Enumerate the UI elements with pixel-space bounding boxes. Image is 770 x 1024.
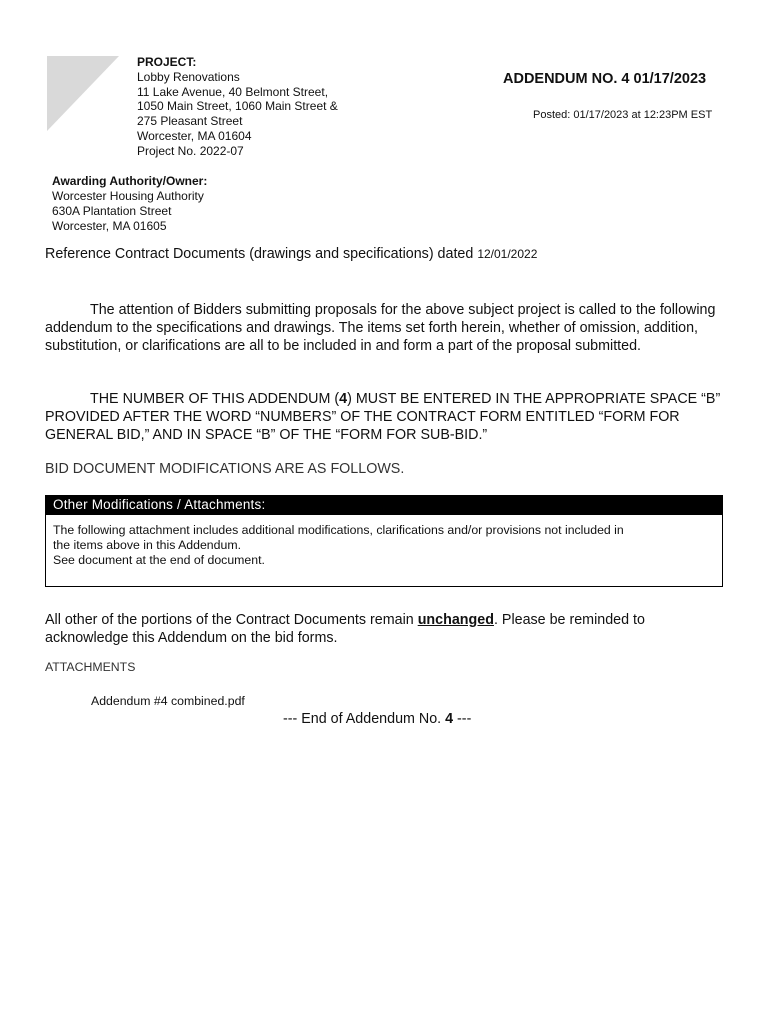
modifications-box-body <box>46 515 722 568</box>
remain-unchanged-paragraph <box>45 611 725 647</box>
attention-paragraph <box>45 301 725 355</box>
attention-text: The attention of Bidders submitting proposals for the above subject project is called to the following addendum to the specifications and drawings. The items set forth herein, whether of omission, addition, substitution, or clarifications are all to be included in and form a part of the proposal submitted. <box>45 302 716 354</box>
project-line: Lobby Renovations <box>137 69 240 84</box>
owner-line: 630A Plantation Street <box>52 204 172 218</box>
modifications-box-heading: Other Modifications / Attachments: <box>46 496 722 515</box>
project-line: 11 Lake Avenue, 40 Belmont Street, <box>137 84 329 99</box>
bid-modifications-heading: BID DOCUMENT MODIFICATIONS ARE AS FOLLOWS. <box>45 461 405 477</box>
owner-line: Worcester Housing Authority <box>52 189 204 203</box>
end-of-addendum <box>283 711 471 727</box>
end-text-end: --- <box>453 711 472 727</box>
unchanged-text-start: All other of the portions of the Contract Documents remain <box>45 612 418 628</box>
owner-label: Awarding Authority/Owner: <box>52 174 208 188</box>
project-label: PROJECT: <box>137 55 197 69</box>
reference-line <box>45 246 537 262</box>
modifications-line: See document at the end of document. <box>53 553 265 567</box>
posted-date: Posted: 01/17/2023 at 12:23PM EST <box>533 109 713 121</box>
project-line: Project No. 2022-07 <box>137 143 244 158</box>
attachment-file-link[interactable]: Addendum #4 combined.pdf <box>91 694 245 708</box>
corner-fold-graphic <box>47 56 119 131</box>
attachments-heading: ATTACHMENTS <box>45 660 136 674</box>
project-line: 275 Pleasant Street <box>137 114 243 129</box>
owner-line: Worcester, MA 01605 <box>52 219 167 233</box>
addendum-title: ADDENDUM NO. 4 01/17/2023 <box>503 71 707 87</box>
project-line: 1050 Main Street, 1060 Main Street & <box>137 99 338 114</box>
reference-text: Reference Contract Documents (drawings and specifications) dated <box>45 246 474 262</box>
end-text-start: --- End of Addendum No. <box>283 711 446 727</box>
unchanged-emphasis: unchanged <box>417 612 494 628</box>
reference-date: 12/01/2022 <box>477 247 538 261</box>
modifications-line: the items above in this Addendum. <box>53 538 241 552</box>
addendum-number-paragraph <box>45 390 725 444</box>
notice-text-start: THE NUMBER OF THIS ADDENDUM ( <box>90 391 340 407</box>
project-line: Worcester, MA 01604 <box>137 128 252 143</box>
unchanged-text-end: . Please be reminded to acknowledge this Addendum on the bid forms. <box>45 612 645 646</box>
owner-info <box>52 174 207 234</box>
modifications-line: The following attachment includes additional modifications, clarifications and/or provisions not included in <box>53 523 624 537</box>
end-addendum-number: 4 <box>445 711 454 727</box>
notice-addendum-number: 4 <box>339 391 348 407</box>
modifications-box <box>45 495 723 587</box>
project-info <box>137 55 338 159</box>
notice-text-end: ) MUST BE ENTERED IN THE APPROPRIATE SPACE “B” PROVIDED AFTER THE WORD “NUMBERS” OF THE CONTRACT FORM ENTITLED “FORM FOR GENERAL BID,” AND IN SPACE “B” OF THE “FORM FOR SUB-BID.” <box>45 391 721 443</box>
